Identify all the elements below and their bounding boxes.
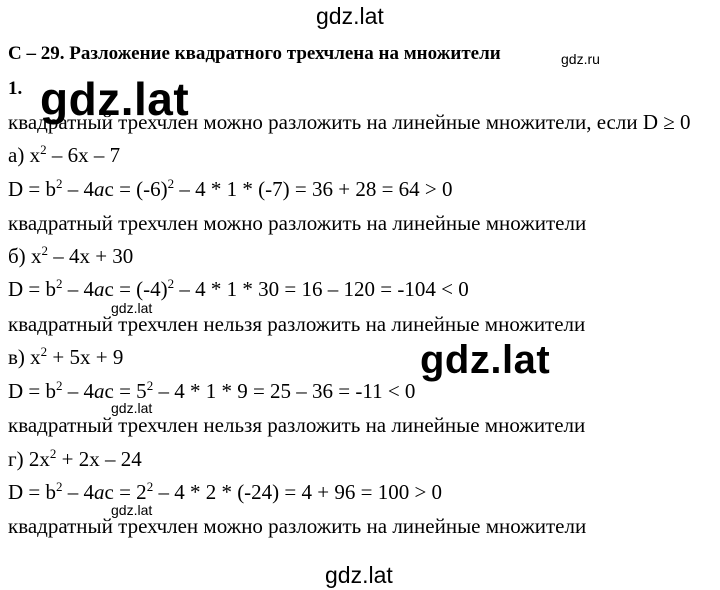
watermark-small-3: gdz.lat bbox=[111, 502, 153, 518]
watermark-header-right: gdz.ru bbox=[561, 51, 600, 67]
watermark-bottom: gdz.lat bbox=[325, 562, 393, 588]
part-b-discriminant: $D = b^2 - 4ac = (-4)^2 - 4 * 1 * 30 = 16 - 120 = -104 < 0$ bbox=[8, 276, 469, 301]
watermark-small-1: gdz.lat bbox=[111, 300, 153, 316]
part-c-discriminant: $D = b^2 - 4ac = 5^2 - 4 * 1 * 9 = 25 - 36 = -11 < 0$ bbox=[8, 378, 416, 403]
watermark-center-big: gdz.lat bbox=[420, 338, 551, 382]
part-d-conclusion: квадратный трехчлен можно разложить на линейные множители bbox=[8, 514, 587, 538]
part-d-discriminant: $D = b^2 - 4ac = 2^2 - 4 * 2 * (-24) = 4 + 96 = 100 > 0$ bbox=[8, 479, 443, 504]
part-c-expression: в) $x^2 + 5x + 9$ bbox=[8, 344, 124, 369]
part-c-conclusion: квадратный трехчлен нельзя разложить на линейные множители bbox=[8, 413, 586, 437]
watermark-top: gdz.lat bbox=[316, 3, 384, 29]
task-number: 1. bbox=[8, 78, 23, 99]
part-b-conclusion: квадратный трехчлен нельзя разложить на линейные множители bbox=[8, 312, 586, 336]
intro-text: квадратный трехчлен можно разложить на линейные множители, если D ≥ 0 bbox=[8, 110, 691, 134]
page-title: C – 29. Разложение квадратного трехчлена на множители bbox=[8, 43, 501, 64]
part-a-conclusion: квадратный трехчлен можно разложить на линейные множители bbox=[8, 211, 587, 235]
part-d-expression: г) $2x^2 + 2x - 24$ bbox=[8, 446, 142, 471]
part-a-discriminant: $D = b^2 - 4ac = (-6)^2 - 4 * 1 * (-7) = 36 + 28 = 64 > 0$ bbox=[8, 176, 453, 201]
watermark-left-big: gdz.lat bbox=[40, 73, 190, 125]
watermark-small-2: gdz.lat bbox=[111, 400, 153, 416]
part-a-expression: а) $x^2 - 6x - 7$ bbox=[8, 142, 121, 167]
part-b-expression: б) $x^2 - 4x + 30$ bbox=[8, 243, 134, 268]
